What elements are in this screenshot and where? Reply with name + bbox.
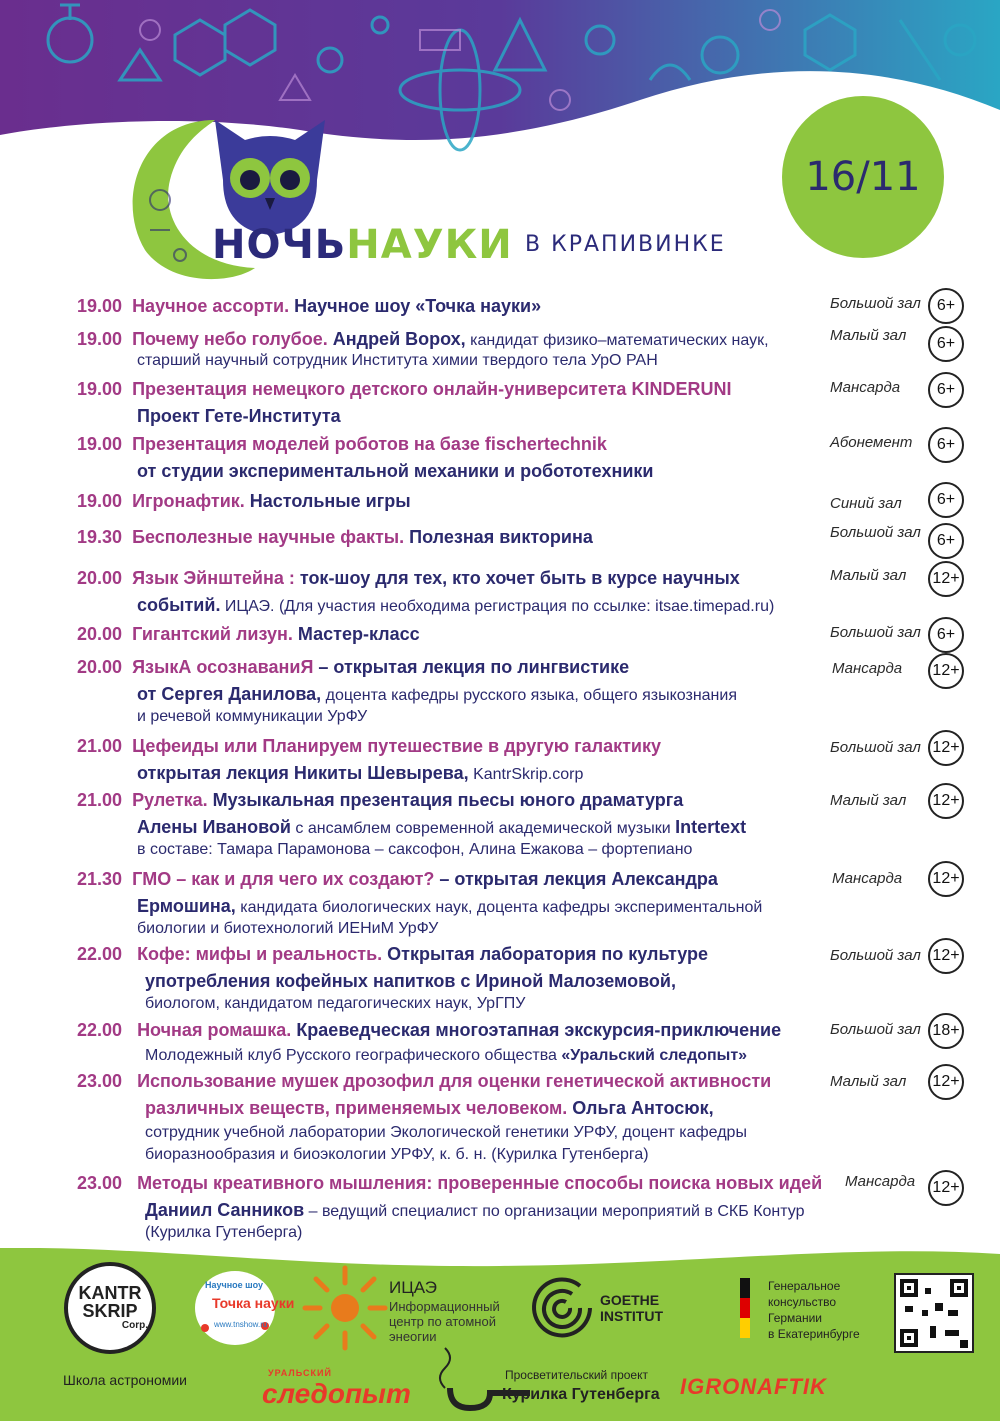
event-description: биологии и биотехнологий ИЕНиМ УрФУ <box>137 920 439 937</box>
kurilka-top-text: Просветительский проект <box>505 1368 648 1382</box>
event-title: Почему небо голубое. <box>132 329 328 349</box>
event-title: Язык Эйнштейна : <box>132 568 295 588</box>
event-description: Молодежный клуб Русского географического общества <box>145 1047 562 1064</box>
sledopyt-logo-text: следопыт <box>262 1378 411 1409</box>
event-time: 22.00 <box>77 944 123 964</box>
event-venue: Малый зал <box>830 327 907 344</box>
event-title: Презентация немецкого детского онлайн-университета KINDERUNI <box>132 379 732 399</box>
event-venue: Большой зал <box>830 739 921 756</box>
event-title: Презентация моделей роботов на базе fischertechnik <box>132 434 607 454</box>
location-subtitle: В КРАПИВИНКЕ <box>525 232 726 257</box>
event-speaker: открытая лекция Никиты Шевырева, <box>137 763 469 783</box>
age-rating-badge: 12+ <box>928 938 964 974</box>
age-rating-badge: 12+ <box>928 653 964 689</box>
kantr-skrip-logo <box>72 1284 148 1332</box>
consulate-line: Германии <box>768 1311 822 1325</box>
event-description: сотрудник учебной лаборатории Экологической генетики УРФУ, доцент кафедры <box>145 1124 747 1141</box>
event-subtitle: ток-шоу для тех, кто хочет быть в курсе научных <box>294 568 740 588</box>
event-description: биологом, кандидатом педагогических наук, УрГПУ <box>145 995 526 1012</box>
event-subtitle: Настольные игры <box>244 491 411 511</box>
kurilka-name: Курилка Гутенберга <box>502 1386 660 1403</box>
age-rating-badge: 12+ <box>928 561 964 597</box>
event-speaker: от Сергея Данилова, <box>137 684 322 704</box>
event-venue: Синий зал <box>830 495 902 512</box>
event-title: Рулетка. <box>132 790 208 810</box>
event-time: 20.00 <box>77 624 123 644</box>
event-description: ИЦАЭ. (Для участия необходима регистрация по ссылке: itsae.timepad.ru) <box>220 598 775 615</box>
event-title: Методы креативного мышления: проверенные способы поиска новых идей <box>137 1173 823 1193</box>
event-time: 19.00 <box>77 434 123 454</box>
event-description: кандидат физико–математических наук, <box>465 332 769 349</box>
event-subtitle: от студии экспериментальной механики и робототехники <box>137 461 654 481</box>
consulate-line: Генеральное <box>768 1279 841 1293</box>
consulate-text <box>768 1278 860 1342</box>
age-rating-badge: 6+ <box>928 427 964 463</box>
tochka-top-text: Научное шоу <box>205 1280 264 1290</box>
club-name: «Уральский следопыт» <box>561 1047 748 1064</box>
logo-word-night: НОЧЬ <box>212 222 347 268</box>
event-speaker: Даниил Санников <box>145 1200 305 1220</box>
consulate-line: консульство <box>768 1295 837 1309</box>
event-venue: Большой зал <box>830 624 921 641</box>
event-time: 20.00 <box>77 657 123 677</box>
event-title: ЯзыкА осознаваниЯ <box>132 657 314 677</box>
event-subtitle: Проект Гете-Института <box>137 406 341 426</box>
event-title: Научное ассорти. <box>132 296 290 316</box>
event-description: KantrSkrip.corp <box>468 766 584 783</box>
event-description: биоразнообразия и биоэкологии УРФУ, к. б. н. (Курилка Гутенберга) <box>145 1146 649 1163</box>
event-venue: Большой зал <box>830 1021 921 1038</box>
event-venue: Малый зал <box>830 567 907 584</box>
event-description: и речевой коммуникации УрФУ <box>137 708 368 725</box>
event-title: Использование мушек дрозофил для оценки генетической активности <box>137 1071 772 1091</box>
kantr-line2: SKRIP <box>82 1301 138 1321</box>
event-venue: Большой зал <box>830 524 921 541</box>
event-description: (Курилка Гутенберга) <box>145 1224 303 1241</box>
icae-desc-line: энеогии <box>389 1329 437 1344</box>
age-rating-badge: 12+ <box>928 1170 964 1206</box>
age-rating-badge: 12+ <box>928 861 964 897</box>
event-description: кандидата биологических наук, доцента кафедры экспериментальной <box>235 899 763 916</box>
ensemble-name: Intertext <box>675 817 747 837</box>
igronaftik-logo-text: IGRONAFTIK <box>680 1374 827 1399</box>
event-subtitle: Мастер-класс <box>292 624 420 644</box>
event-time: 23.00 <box>77 1071 123 1091</box>
kantr-line1: KANTR <box>78 1283 142 1303</box>
event-speaker: Ермошина, <box>137 896 236 916</box>
kantr-corp: Corp. <box>121 1320 148 1331</box>
event-venue: Мансарда <box>845 1173 916 1190</box>
age-rating-badge: 6+ <box>928 372 964 408</box>
event-title: Бесполезные научные факты. <box>132 527 405 547</box>
age-rating-badge: 6+ <box>928 523 964 559</box>
age-rating-badge: 6+ <box>928 326 964 362</box>
event-time: 19.00 <box>77 329 123 349</box>
event-subtitle: – открытая лекция по лингвистике <box>313 657 630 677</box>
tochka-url: www.tnshow.ru <box>214 1320 268 1329</box>
event-description: с ансамблем современной академической музыки <box>290 820 676 837</box>
icae-desc-line: Информационный <box>389 1299 500 1314</box>
event-description: в составе: Тамара Парамонова – саксофон, Алина Ежакова – фортепиано <box>137 841 693 858</box>
event-description: доцента кафедры русского языка, общего языкознания <box>321 687 737 704</box>
partners-footer <box>0 1248 1000 1421</box>
age-rating-badge: 12+ <box>928 730 964 766</box>
date-text: 16/11 <box>805 154 921 200</box>
event-time: 19.00 <box>77 296 123 316</box>
age-rating-badge: 6+ <box>928 617 964 653</box>
event-title: Кофе: мифы и реальность. <box>137 944 383 964</box>
event-title: Ночная ромашка. <box>137 1020 292 1040</box>
event-time: 21.00 <box>77 790 123 810</box>
icae-desc-line: центр по атомной <box>389 1314 496 1329</box>
event-time: 19.00 <box>77 379 123 399</box>
event-venue: Малый зал <box>830 792 907 809</box>
logo-word-science: НАУКИ <box>346 222 513 268</box>
event-venue: Большой зал <box>830 947 921 964</box>
event-time: 22.00 <box>77 1020 123 1040</box>
event-speaker: Алены Ивановой <box>137 817 291 837</box>
event-venue: Большой зал <box>830 295 921 312</box>
owl-logo-icon <box>205 110 335 240</box>
event-time: 19.00 <box>77 491 123 511</box>
event-time: 20.00 <box>77 568 123 588</box>
age-rating-badge: 6+ <box>928 482 964 518</box>
goethe-logo-text <box>600 1292 663 1324</box>
event-description: – ведущий специалист по организации мероприятий в СКБ Контур <box>304 1203 805 1220</box>
header-banner <box>0 0 1000 300</box>
event-subtitle: Музыкальная презентация пьесы юного драматурга <box>207 790 684 810</box>
event-description: старший научный сотрудник Института химии твердого тела УрО РАН <box>137 352 658 369</box>
age-rating-badge: 12+ <box>928 1064 964 1100</box>
consulate-line: в Екатеринбурге <box>768 1327 860 1341</box>
event-venue: Мансарда <box>830 379 901 396</box>
icae-description <box>389 1299 500 1344</box>
event-speaker: употребления кофейных напитков с Ириной Малоземовой, <box>145 971 676 991</box>
kantr-caption: Школа астрономии <box>63 1372 187 1388</box>
event-time: 21.30 <box>77 869 123 889</box>
icae-name: ИЦАЭ <box>389 1278 437 1297</box>
event-subtitle: Полезная викторина <box>404 527 593 547</box>
event-venue: Абонемент <box>830 434 913 451</box>
event-title: ГМО – как и для чего их создают? <box>132 869 435 889</box>
event-subtitle: Научное шоу «Точка науки» <box>289 296 542 316</box>
event-time: 19.30 <box>77 527 123 547</box>
event-venue: Мансарда <box>832 660 903 677</box>
event-venue: Мансарда <box>832 870 903 887</box>
event-subtitle: Открытая лаборатория по культуре <box>382 944 709 964</box>
tochka-name: Точка науки <box>212 1295 295 1311</box>
event-title: Цефеиды или Планируем путешествие в другую галактику <box>132 736 662 756</box>
event-subtitle: – открытая лекция Александра <box>434 869 718 889</box>
event-title: различных веществ, применяемых человеком. <box>145 1098 568 1118</box>
event-time: 23.00 <box>77 1173 123 1193</box>
event-subtitle: событий. <box>137 595 221 615</box>
sledopyt-top-text: УРАЛЬСКИЙ <box>268 1368 332 1378</box>
event-subtitle: Краеведческая многоэтапная экскурсия-приключение <box>291 1020 782 1040</box>
event-title: Игронафтик. <box>132 491 245 511</box>
age-rating-badge: 18+ <box>928 1013 964 1049</box>
event-venue: Малый зал <box>830 1073 907 1090</box>
event-time: 21.00 <box>77 736 123 756</box>
event-title: Гигантский лизун. <box>132 624 293 644</box>
logo-title <box>212 222 513 268</box>
goethe-line1: GOETHE <box>600 1292 660 1308</box>
age-rating-badge: 12+ <box>928 783 964 819</box>
event-speaker: Ольга Антосюк, <box>567 1098 714 1118</box>
qr-code-icon[interactable] <box>895 1274 973 1352</box>
event-speaker: Андрей Ворох, <box>327 329 466 349</box>
date-badge <box>782 96 944 258</box>
age-rating-badge: 6+ <box>928 288 964 324</box>
goethe-line2: INSTITUT <box>600 1308 663 1324</box>
